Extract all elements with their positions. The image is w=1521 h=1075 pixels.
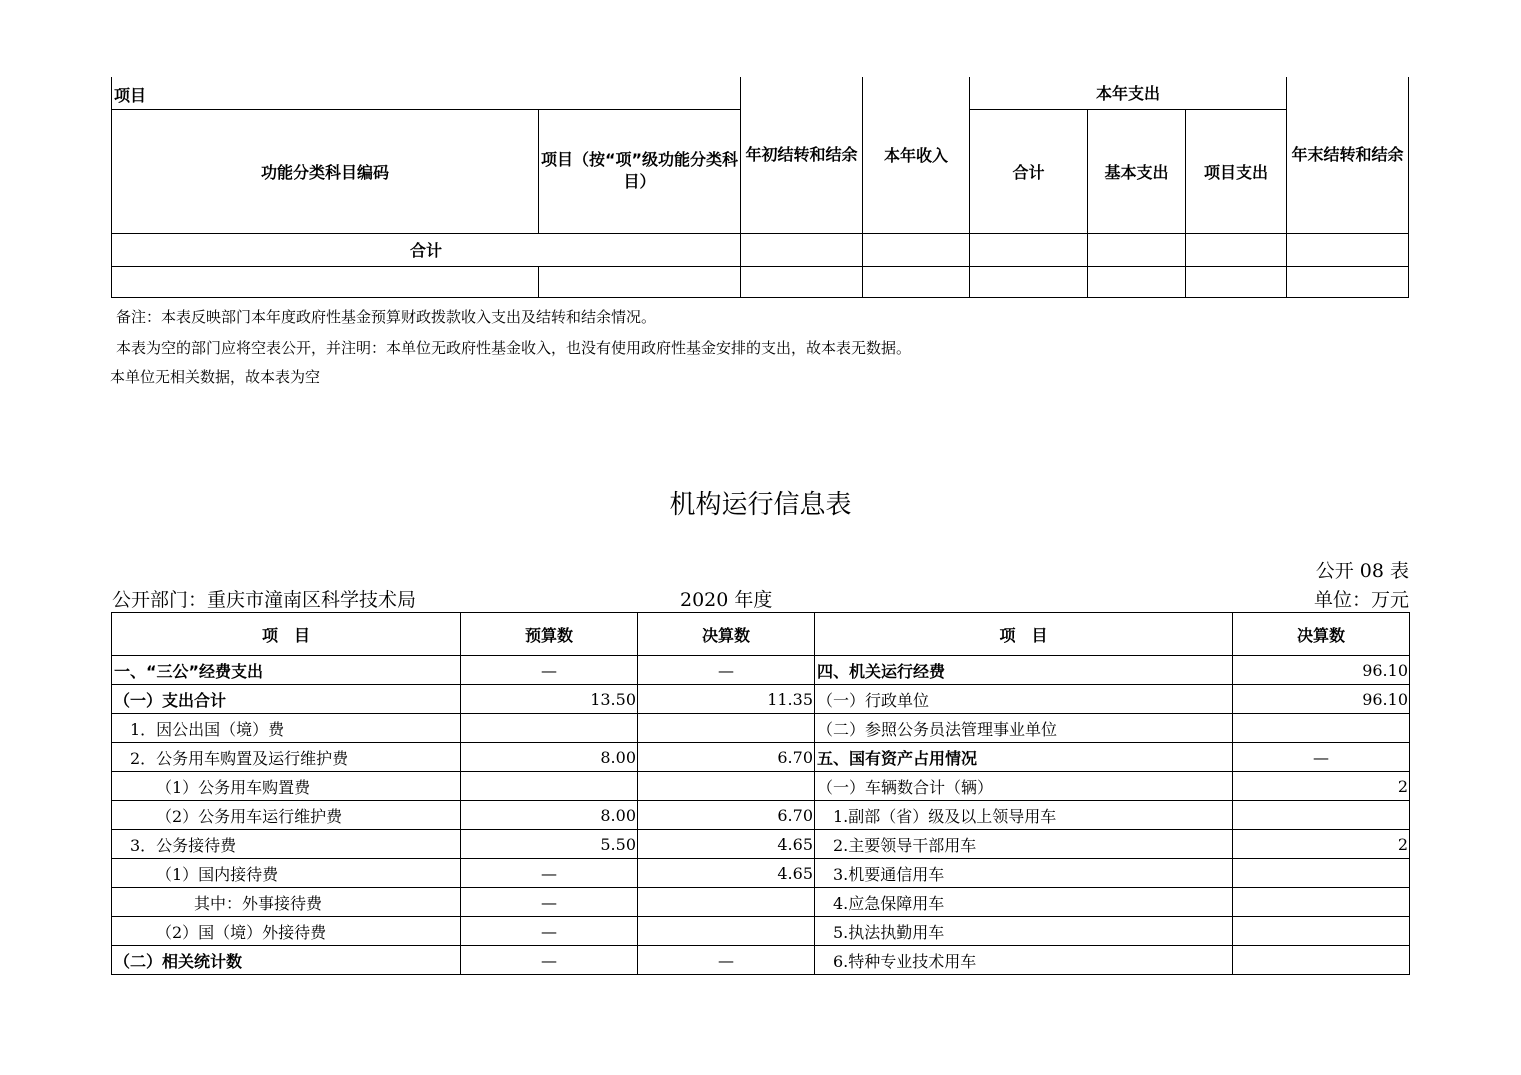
table-row xyxy=(112,714,1410,743)
row-item-2: 6.特种专业技术用车 xyxy=(815,946,1233,975)
row-final-2 xyxy=(1233,917,1410,946)
row-final-2: 96.10 xyxy=(1233,685,1410,714)
row-budget: — xyxy=(461,946,638,975)
empty-cell xyxy=(741,266,863,297)
table-row xyxy=(112,685,1410,714)
row-final-2 xyxy=(1233,946,1410,975)
row-item: 其中：外事接待费 xyxy=(112,888,461,917)
row-final-2 xyxy=(1233,801,1410,830)
row-item: （2）国（境）外接待费 xyxy=(112,917,461,946)
row-item: （二）相关统计数 xyxy=(112,946,461,975)
table-row xyxy=(112,656,1410,685)
row-budget: 5.50 xyxy=(461,830,638,859)
row-item-2: 2.主要领导干部用车 xyxy=(815,830,1233,859)
row-item: （2）公务用车运行维护费 xyxy=(112,801,461,830)
table-row xyxy=(112,946,1410,975)
row-item-2: 3.机要通信用车 xyxy=(815,859,1233,888)
table-number: 公开 08 表 xyxy=(1315,560,1409,582)
row-item-2: （一）行政单位 xyxy=(815,685,1233,714)
table-row xyxy=(112,859,1410,888)
row-budget xyxy=(461,772,638,801)
row-budget: 13.50 xyxy=(461,685,638,714)
col-final-2: 决算数 xyxy=(1233,613,1410,656)
note-3: 本单位无相关数据，故本表为空 xyxy=(110,368,321,386)
col-item-2: 项 目 xyxy=(815,613,1233,656)
row-budget: 8.00 xyxy=(461,743,638,772)
header-item-class: 项目（按“项”级功能分类科目） xyxy=(539,109,741,233)
header-total: 合计 xyxy=(970,109,1088,233)
total-cell xyxy=(1186,233,1287,266)
empty-cell xyxy=(1287,266,1409,297)
row-final: 4.65 xyxy=(638,859,815,888)
row-final-2: — xyxy=(1233,743,1410,772)
org-table-title: 机构运行信息表 xyxy=(669,490,852,520)
row-item-2: （二）参照公务员法管理事业单位 xyxy=(815,714,1233,743)
table-row xyxy=(112,917,1410,946)
row-final: 6.70 xyxy=(638,801,815,830)
empty-cell xyxy=(1088,266,1186,297)
header-begin-balance: 年初结转和结余 xyxy=(741,77,863,233)
row-item-2: 1.副部（省）级及以上领导用车 xyxy=(815,801,1233,830)
row-item-2: 四、机关运行经费 xyxy=(815,656,1233,685)
row-final xyxy=(638,888,815,917)
row-final-2 xyxy=(1233,888,1410,917)
row-final-2 xyxy=(1233,714,1410,743)
col-budget: 预算数 xyxy=(461,613,638,656)
row-item: （1）公务用车购置费 xyxy=(112,772,461,801)
empty-cell xyxy=(112,266,539,297)
col-item: 项 目 xyxy=(112,613,461,656)
table-row xyxy=(112,888,1410,917)
col-final: 决算数 xyxy=(638,613,815,656)
row-item-2: 五、国有资产占用情况 xyxy=(815,743,1233,772)
header-this-year-expense: 本年支出 xyxy=(970,77,1287,109)
note-1: 备注：本表反映部门本年度政府性基金预算财政拨款收入支出及结转和结余情况。 xyxy=(116,308,657,326)
row-budget: — xyxy=(461,656,638,685)
government-fund-table xyxy=(111,77,1409,298)
unit-label: 单位：万元 xyxy=(1313,589,1409,611)
header-project: 项目支出 xyxy=(1186,109,1287,233)
row-budget: — xyxy=(461,917,638,946)
row-final xyxy=(638,772,815,801)
row-item: 一、“三公”经费支出 xyxy=(112,656,461,685)
row-item: 3．公务接待费 xyxy=(112,830,461,859)
total-cell xyxy=(1287,233,1409,266)
empty-cell xyxy=(970,266,1088,297)
total-cell xyxy=(1088,233,1186,266)
row-final-2 xyxy=(1233,859,1410,888)
row-budget: — xyxy=(461,888,638,917)
table-row xyxy=(112,801,1410,830)
header-item: 项目 xyxy=(112,77,741,109)
row-budget xyxy=(461,714,638,743)
row-budget: 8.00 xyxy=(461,801,638,830)
total-row-label: 合计 xyxy=(112,233,741,266)
row-final-2: 96.10 xyxy=(1233,656,1410,685)
row-final xyxy=(638,917,815,946)
fiscal-year: 2020 年度 xyxy=(680,589,773,611)
row-final: 6.70 xyxy=(638,743,815,772)
row-final-2: 2 xyxy=(1233,772,1410,801)
row-item-2: 5.执法执勤用车 xyxy=(815,917,1233,946)
header-basic: 基本支出 xyxy=(1088,109,1186,233)
row-final-2: 2 xyxy=(1233,830,1410,859)
row-budget: — xyxy=(461,859,638,888)
org-operation-table xyxy=(111,612,1410,975)
total-cell xyxy=(970,233,1088,266)
empty-cell xyxy=(539,266,741,297)
row-item-2: （一）车辆数合计（辆） xyxy=(815,772,1233,801)
total-cell xyxy=(741,233,863,266)
header-end-balance: 年末结转和结余 xyxy=(1287,77,1409,233)
row-item: （1）国内接待费 xyxy=(112,859,461,888)
row-final: 4.65 xyxy=(638,830,815,859)
empty-cell xyxy=(863,266,970,297)
row-final xyxy=(638,714,815,743)
table-row xyxy=(112,772,1410,801)
row-item: 2．公务用车购置及运行维护费 xyxy=(112,743,461,772)
table-row xyxy=(112,743,1410,772)
department: 公开部门：重庆市潼南区科学技术局 xyxy=(112,589,417,611)
note-2: 本表为空的部门应将空表公开，并注明：本单位无政府性基金收入，也没有使用政府性基金安排的支出，故本表无数据。 xyxy=(116,339,912,357)
empty-cell xyxy=(1186,266,1287,297)
row-final: — xyxy=(638,946,815,975)
header-income: 本年收入 xyxy=(863,77,970,233)
row-item: 1．因公出国（境）费 xyxy=(112,714,461,743)
row-final: — xyxy=(638,656,815,685)
total-cell xyxy=(863,233,970,266)
table-row xyxy=(112,830,1410,859)
row-item-2: 4.应急保障用车 xyxy=(815,888,1233,917)
row-item: （一）支出合计 xyxy=(112,685,461,714)
row-final: 11.35 xyxy=(638,685,815,714)
header-code: 功能分类科目编码 xyxy=(112,109,539,233)
